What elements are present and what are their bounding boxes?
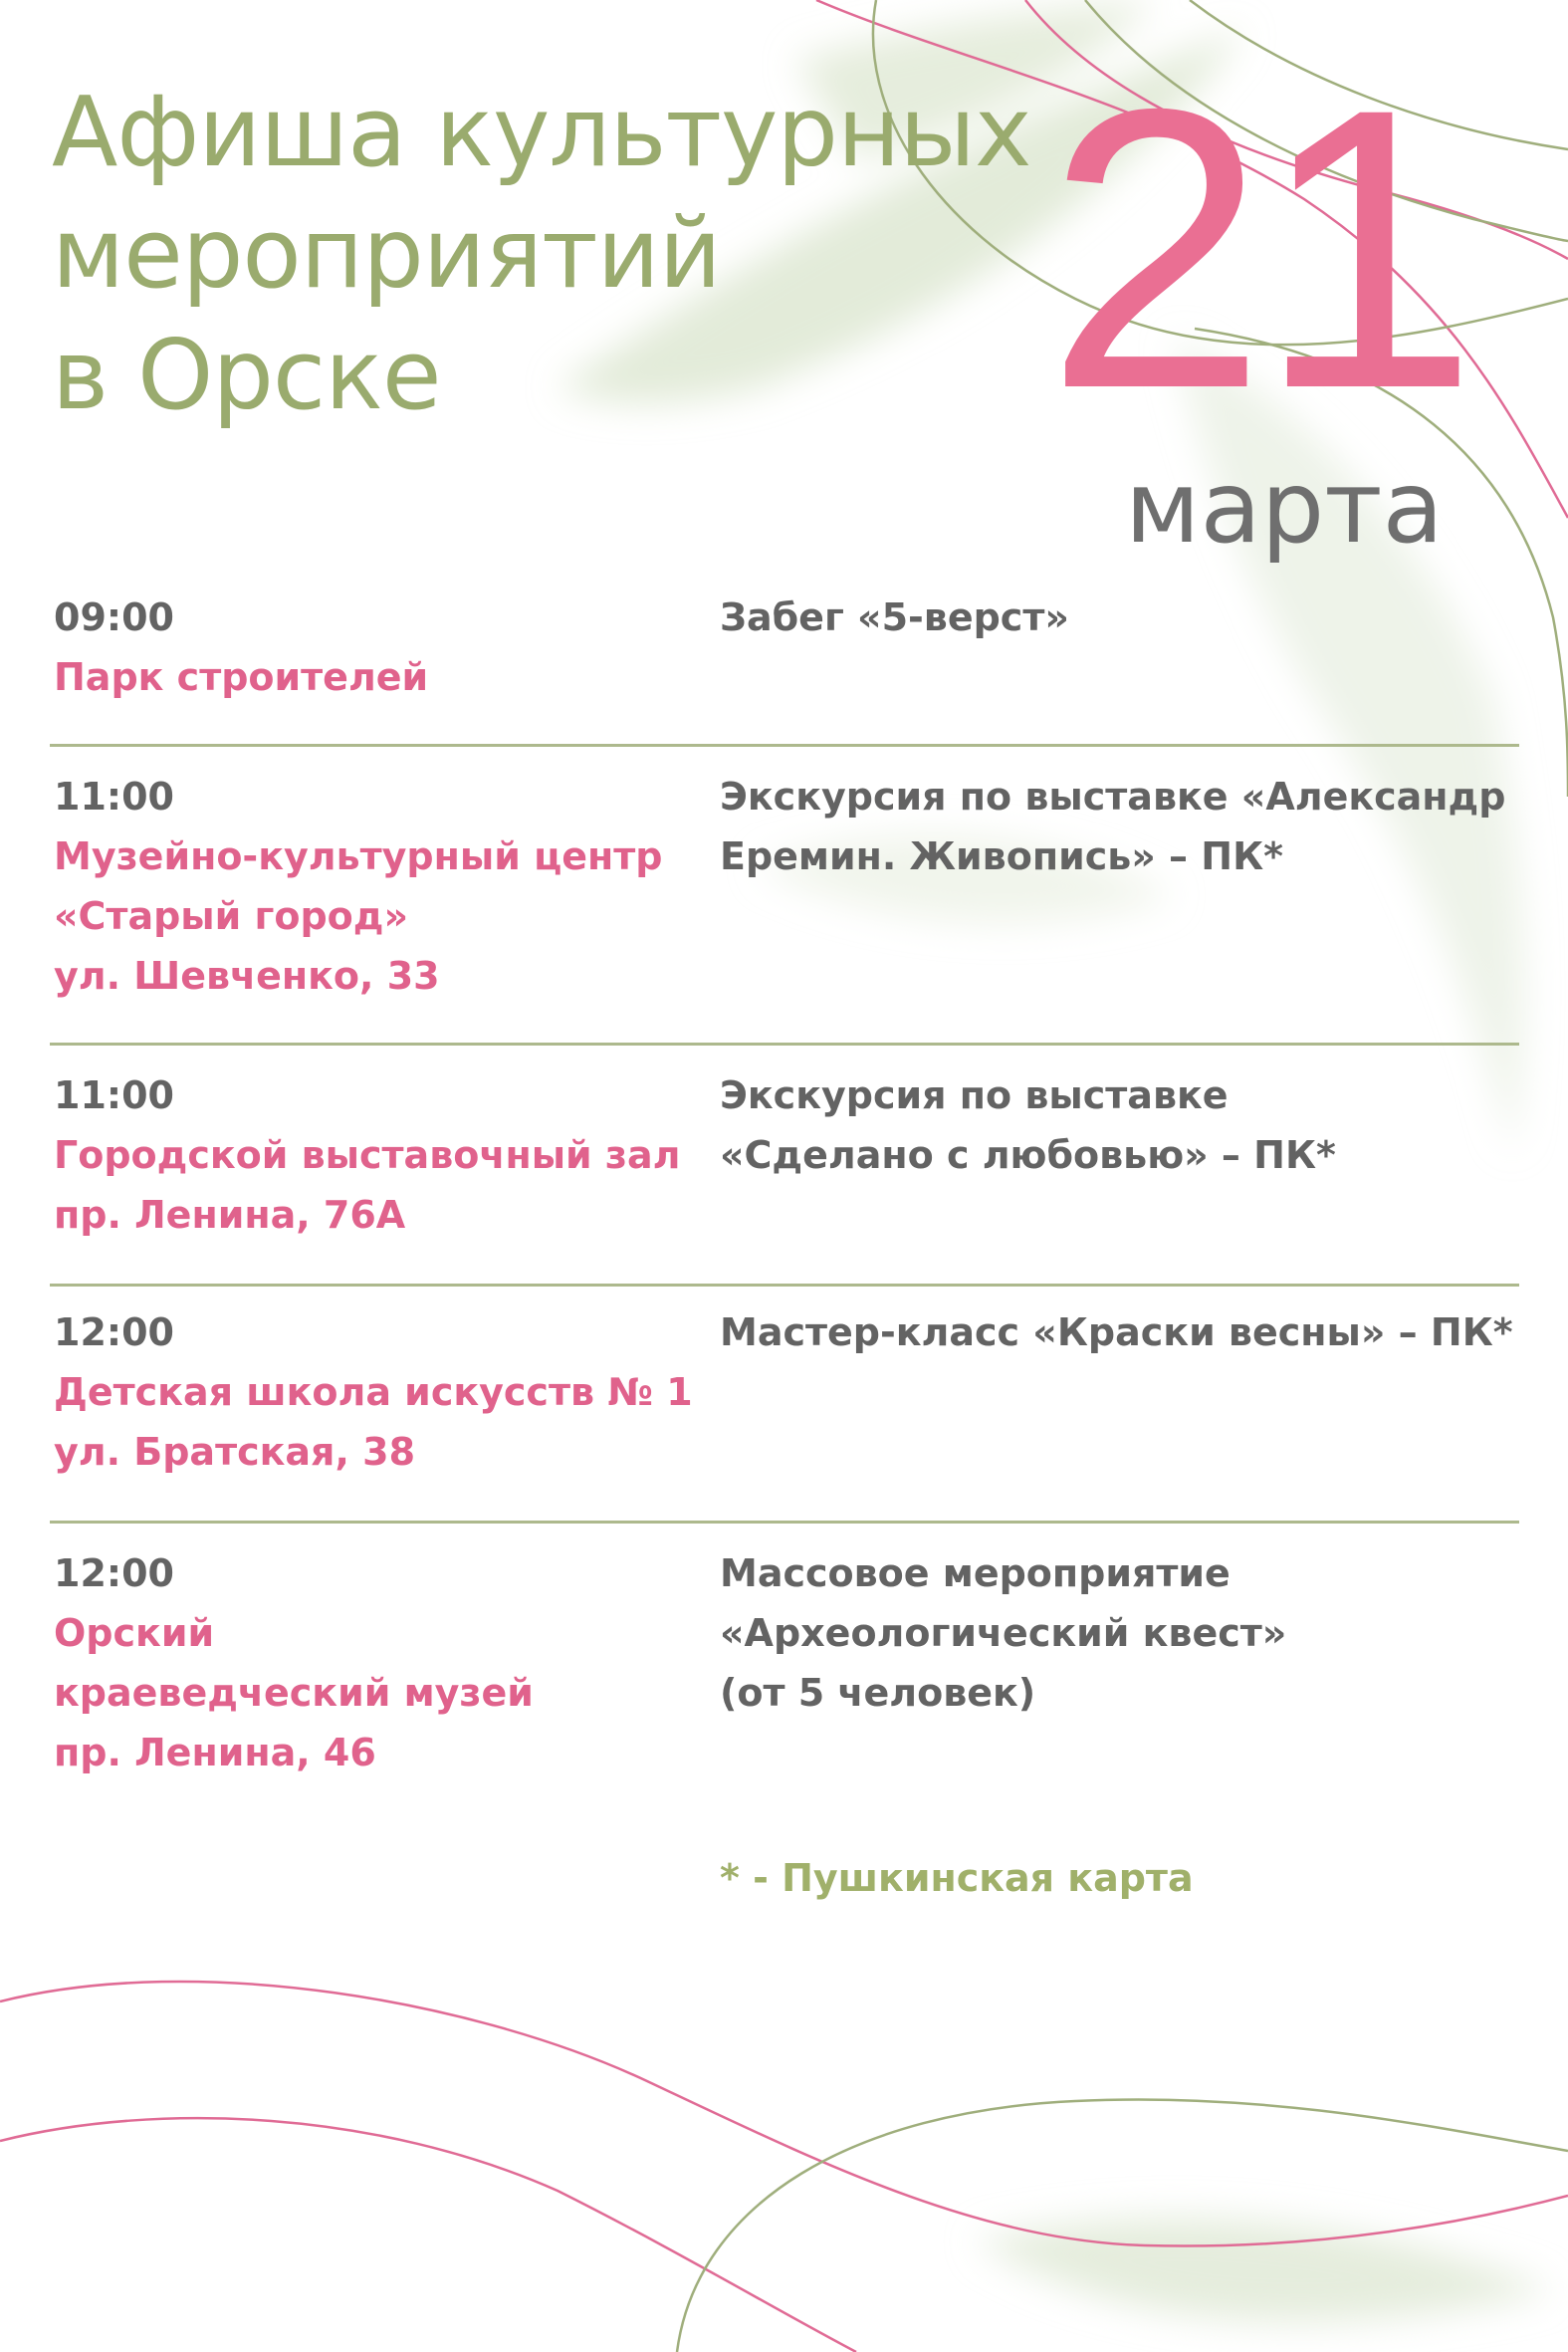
event-place-line: пр. Ленина, 46	[54, 1731, 376, 1774]
event-desc-line: «Археологический квест»	[720, 1611, 1287, 1655]
event-place-line: «Старый город»	[54, 894, 409, 938]
event-time: 12:00	[54, 1551, 174, 1595]
event-description	[720, 1543, 1526, 1723]
event-place-line: пр. Ленина, 76А	[54, 1193, 406, 1237]
event-desc-line: Мастер-класс «Краски весны» – ПК*	[720, 1310, 1513, 1354]
event-place-line: Детская школа искусств № 1	[54, 1370, 693, 1414]
title-line: в Орске	[52, 319, 441, 431]
event-row	[50, 1287, 1519, 1524]
events-schedule	[50, 588, 1519, 1822]
event-row	[50, 588, 1519, 747]
event-place-line: ул. Шевченко, 33	[54, 954, 440, 998]
event-row	[50, 747, 1519, 1046]
event-row	[50, 1046, 1519, 1287]
event-desc-line: Экскурсия по выставке «Александр	[720, 775, 1506, 819]
event-place-line: Музейно-культурный центр	[54, 834, 663, 878]
event-row	[50, 1524, 1519, 1822]
event-description	[720, 588, 1526, 647]
title-line: мероприятий	[52, 197, 721, 310]
event-where-when	[54, 767, 711, 1006]
title-line: Афиша культурных	[52, 76, 1031, 188]
event-time: 12:00	[54, 1310, 174, 1354]
event-desc-line: Массовое мероприятие	[720, 1551, 1231, 1595]
event-description	[720, 767, 1526, 886]
pushkin-card-footnote: * - Пушкинская карта	[720, 1856, 1194, 1900]
event-place-line: краеведческий музей	[54, 1671, 534, 1715]
event-where-when	[54, 588, 711, 707]
event-desc-line: Забег «5-верст»	[720, 595, 1069, 639]
event-time: 11:00	[54, 1073, 174, 1117]
date-month: марта	[1125, 449, 1444, 566]
event-place-line: Городской выставочный зал	[54, 1133, 681, 1177]
event-where-when	[54, 1302, 711, 1482]
event-desc-line: (от 5 человек)	[720, 1671, 1036, 1715]
event-desc-line: Экскурсия по выставке	[720, 1073, 1229, 1117]
event-time: 11:00	[54, 775, 174, 819]
event-desc-line: «Сделано с любовью» – ПК*	[720, 1133, 1336, 1177]
event-place-line: Орский	[54, 1611, 215, 1655]
event-description	[720, 1302, 1526, 1362]
date-day: 21	[1045, 26, 1468, 471]
event-time: 09:00	[54, 595, 174, 639]
event-place-line: Парк строителей	[54, 655, 429, 699]
event-where-when	[54, 1065, 711, 1245]
page-title	[52, 72, 1047, 436]
event-where-when	[54, 1543, 711, 1782]
event-description	[720, 1065, 1526, 1185]
event-place-line: ул. Братская, 38	[54, 1430, 416, 1474]
event-desc-line: Еремин. Живопись» – ПК*	[720, 834, 1284, 878]
